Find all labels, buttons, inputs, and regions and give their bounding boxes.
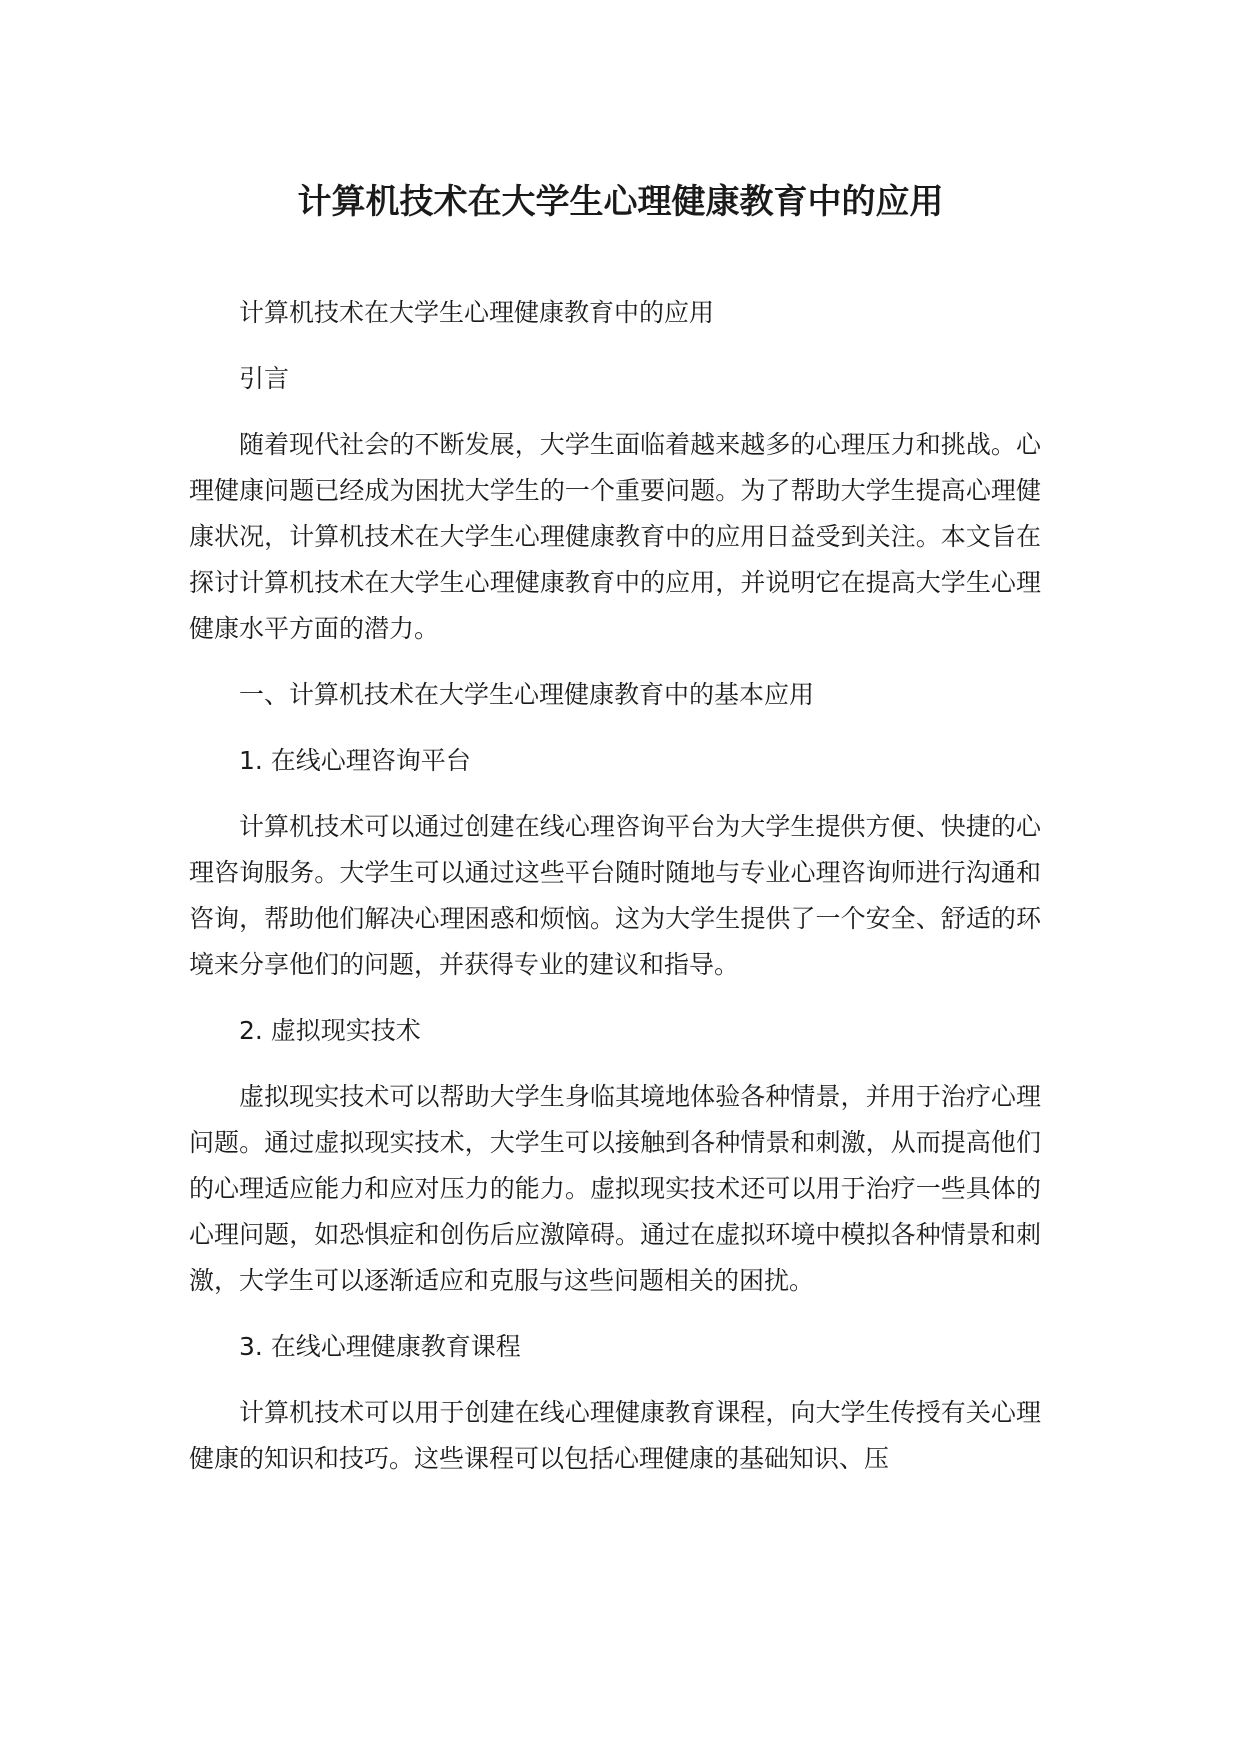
online-courses-paragraph: 计算机技术可以用于创建在线心理健康教育课程，向大学生传授有关心理健康的知识和技巧。这些课程可以包括心理健康的基础知识、压 — [189, 1398, 1041, 1473]
section-heading-basic-applications: 一、计算机技术在大学生心理健康教育中的基本应用 — [239, 680, 815, 709]
subheading-online-counseling: 1. 在线心理咨询平台 — [239, 746, 471, 775]
introduction-paragraph: 随着现代社会的不断发展，大学生面临着越来越多的心理压力和挑战。心理健康问题已经成为困扰大学生的一个重要问题。为了帮助大学生提高心理健康状况，计算机技术在大学生心理健康教育中的应用日益受到关注。本文旨在探讨计算机技术在大学生心理健康教育中的应用，并说明它在提高大学生心理健康水平方面的潜力。 — [189, 430, 1041, 643]
subheading-virtual-reality: 2. 虚拟现实技术 — [239, 1016, 421, 1045]
document-body — [189, 290, 1041, 1502]
virtual-reality-paragraph: 虚拟现实技术可以帮助大学生身临其境地体验各种情景，并用于治疗心理问题。通过虚拟现实技术，大学生可以接触到各种情景和刺激，从而提高他们的心理适应能力和应对压力的能力。虚拟现实技术还可以用于治疗一些具体的心理问题，如恐惧症和创伤后应激障碍。通过在虚拟环境中模拟各种情景和刺激，大学生可以逐渐适应和克服与这些问题相关的困扰。 — [189, 1082, 1041, 1295]
subtitle-paragraph: 计算机技术在大学生心理健康教育中的应用 — [239, 298, 715, 327]
subheading-online-courses: 3. 在线心理健康教育课程 — [239, 1332, 521, 1361]
online-counseling-paragraph: 计算机技术可以通过创建在线心理咨询平台为大学生提供方便、快捷的心理咨询服务。大学生可以通过这些平台随时随地与专业心理咨询师进行沟通和咨询，帮助他们解决心理困惑和烦恼。这为大学生提供了一个安全、舒适的环境来分享他们的问题，并获得专业的建议和指导。 — [189, 812, 1041, 979]
document-title: 计算机技术在大学生心理健康教育中的应用 — [297, 182, 944, 222]
section-heading-introduction: 引言 — [239, 364, 290, 393]
